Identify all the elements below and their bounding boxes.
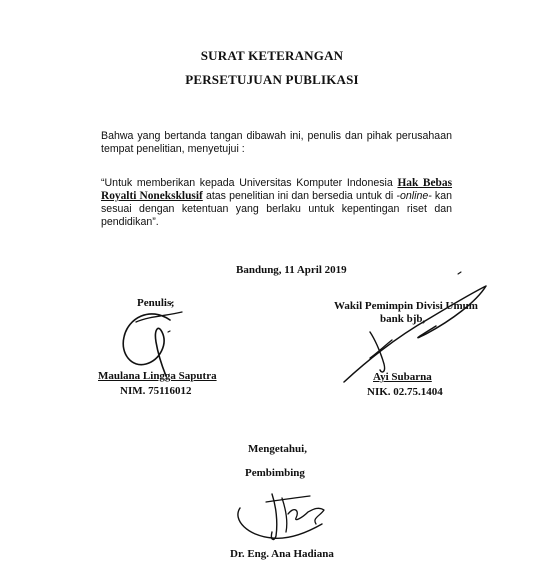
advisor-name: Dr. Eng. Ana Hadiana [230, 548, 334, 560]
approval-label: Mengetahui, [248, 443, 307, 455]
writer-signature [110, 292, 190, 372]
advisor-signature [232, 488, 332, 548]
writer-id: NIM. 75116012 [120, 385, 192, 397]
company-role-line-1: Wakil Pemimpin Divisi Umum [334, 300, 478, 312]
company-role-line-2: bank bjb, [380, 313, 426, 325]
royalty-free-rights: Hak Bebas Royalti Noneksklusif [101, 177, 453, 202]
intro-paragraph: Bahwa yang bertanda tangan dibawah ini, penulis dan pihak perusahaan tempat penelitian, menyetujui : [101, 130, 452, 155]
statement-part-3: kan sesuai dengan ketentuan yang berlaku untuk kepentingan riset dan pendidikan”. [101, 190, 452, 228]
place-date: Bandung, 11 April 2019 [236, 264, 347, 276]
document-subtitle: PERSETUJUAN PUBLIKASI [185, 72, 359, 87]
statement-part-2: atas penelitian ini dan bersedia untuk di [202, 190, 397, 202]
statement-part-1: “Untuk memberikan kepada Universitas Komputer Indonesia [101, 177, 398, 189]
company-signer-name: Ayi Subarna [373, 371, 432, 383]
writer-name: Maulana Lingga Saputra [98, 370, 217, 382]
company-signer-id: NIK. 02.75.1404 [367, 386, 443, 398]
document-title: SURAT KETERANGAN [200, 48, 344, 63]
company-signature [340, 280, 490, 390]
writer-role: Penulis, [137, 297, 174, 309]
advisor-role: Pembimbing [245, 467, 305, 479]
statement-paragraph [101, 177, 452, 229]
online-term: -online- [396, 190, 432, 202]
